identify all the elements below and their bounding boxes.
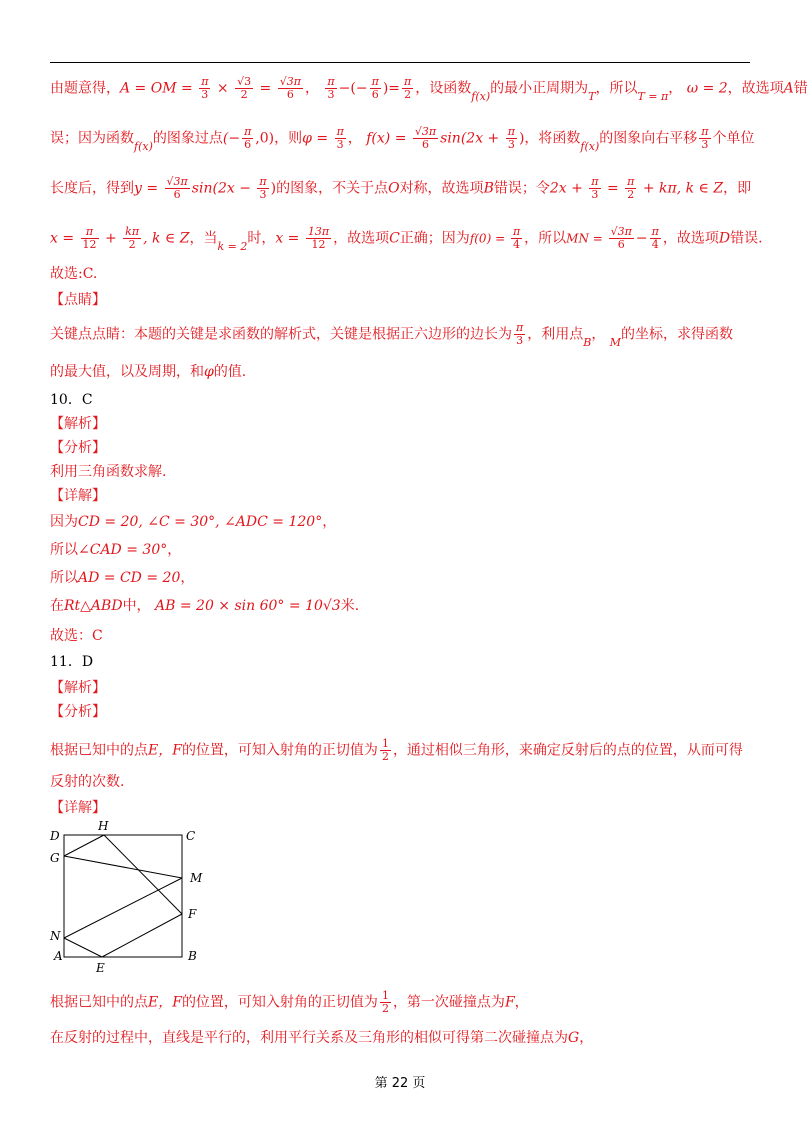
segment-NE — [64, 938, 102, 957]
label-H: H — [98, 819, 109, 833]
segment-HG — [64, 835, 104, 856]
label-C: C — [186, 829, 196, 843]
q11-analysis-line-1: 根据已知中的点E，F的位置，可知入射角的正切值为 $\frac{1}{2}$ ，通过相似三角形，来确定反射后的点的位置，从而可得 — [50, 737, 743, 763]
q10-analysis-text: 利用三角函数求解. — [50, 464, 167, 480]
segment-EF — [102, 914, 182, 957]
q11-detail-line-2: 在反射的过程中，直线是平行的，利用平行关系及三角形的相似可得第二次碰撞点为G， — [50, 1030, 594, 1046]
answer-line-9: 故选:C. — [50, 266, 98, 282]
highlight-line-1: 关键点点睛：本题的关键是求函数的解析式，关键是根据正六边形的边长为 $\frac{\pi}{3}$ ，利用点$_B$， $_M$的坐标，求得函数 — [50, 321, 734, 349]
q10-detail-line-1: 因为CD = 20, ∠C = 30°, ∠ADC = 120°， — [50, 514, 337, 530]
q10-detail-heading: 【详解】 — [50, 488, 106, 504]
solution-line-4: x = $\frac{\pi}{12}$ + $\frac{k\pi}{2}$ , k ∈ Z，当$_{k = 2}$时，x = $\frac{13\pi}{12}$ ，故选项C正确；因为f(0) = $\frac{\pi}{4}$ ，所以MN = $\frac{√3\pi}{6}$ − $\frac{\pi}{4}$ ，故选项D错误. — [50, 225, 763, 253]
q10-analysis-sub-heading: 【分析】 — [50, 440, 106, 456]
label-M: M — [190, 871, 203, 885]
solution-line-2: 误；因为函数$_{f(x)}$的图象过点(− $\frac{\pi}{6}$ ,0)，则φ = $\frac{\pi}{3}$ ， f(x) = $\frac{√3\pi}{6}$ sin(2x + $\frac{\pi}{3}$ )，将函数$_{f(x)}$的图象向右平移 $\frac{\pi}{3}$ 个单位 — [50, 125, 755, 153]
q11-analysis-sub-heading: 【分析】 — [50, 704, 106, 720]
question-10-number: 10．C — [50, 392, 93, 408]
segment-MN — [64, 878, 182, 938]
label-B: B — [188, 949, 197, 963]
q11-detail-line-1: 根据已知中的点E，F的位置，可知入射角的正切值为 $\frac{1}{2}$ ，第一次碰撞点为F， — [50, 989, 529, 1015]
solution-line-3: 长度后，得到y = $\frac{√3\pi}{6}$ sin(2x − $\frac{\pi}{3}$ )的图象，不关于点O对称，故选项B错误；令2x + $\frac{\pi}{3}$ = $\frac{\pi}{2}$ + kπ, k ∈ Z，即 — [50, 175, 752, 201]
q10-detail-line-3: 所以AD = CD = 20， — [50, 570, 195, 586]
q10-detail-line-2: 所以∠CAD = 30°， — [50, 542, 182, 558]
section-highlight-heading: 【点睛】 — [50, 292, 106, 308]
segment-GM — [64, 856, 182, 878]
q11-analysis-heading: 【解析】 — [50, 680, 106, 696]
label-F: F — [188, 907, 197, 921]
q11-analysis-line-2: 反射的次数. — [50, 774, 125, 790]
label-N: N — [50, 929, 61, 943]
label-E: E — [96, 961, 105, 975]
question-11-number: 11．D — [50, 654, 94, 670]
segment-FH — [104, 835, 182, 914]
header-rule — [50, 62, 750, 63]
label-D: D — [50, 829, 60, 843]
q10-answer: 故选：C — [50, 628, 103, 644]
q11-detail-heading: 【详解】 — [50, 800, 106, 816]
q10-analysis-heading: 【解析】 — [50, 416, 106, 432]
label-G: G — [50, 851, 60, 865]
highlight-line-2: 的最大值，以及周期，和φ的值. — [50, 364, 247, 380]
reflection-diagram — [44, 820, 214, 980]
q10-detail-line-4: 在Rt△ABD中， AB = 20 × sin 60° = 10√3米. — [50, 598, 360, 614]
solution-line-1: 由题意得，A = OM = $\frac{\pi}{3}$ × $\frac{√3}{2}$ = $\frac{√3\pi}{6}$ ， $\frac{\pi}{3}$ −(− $\frac{\pi}{6}$ )= $\frac{\pi}{2}$ ，设函数$_{f(x)}$的最小正周期为$_T$，所以$_{T = \pi}$， ω = 2，故选项A错 — [50, 75, 808, 103]
label-A: A — [54, 949, 63, 963]
page-number: 第 22 页 — [374, 1076, 426, 1091]
